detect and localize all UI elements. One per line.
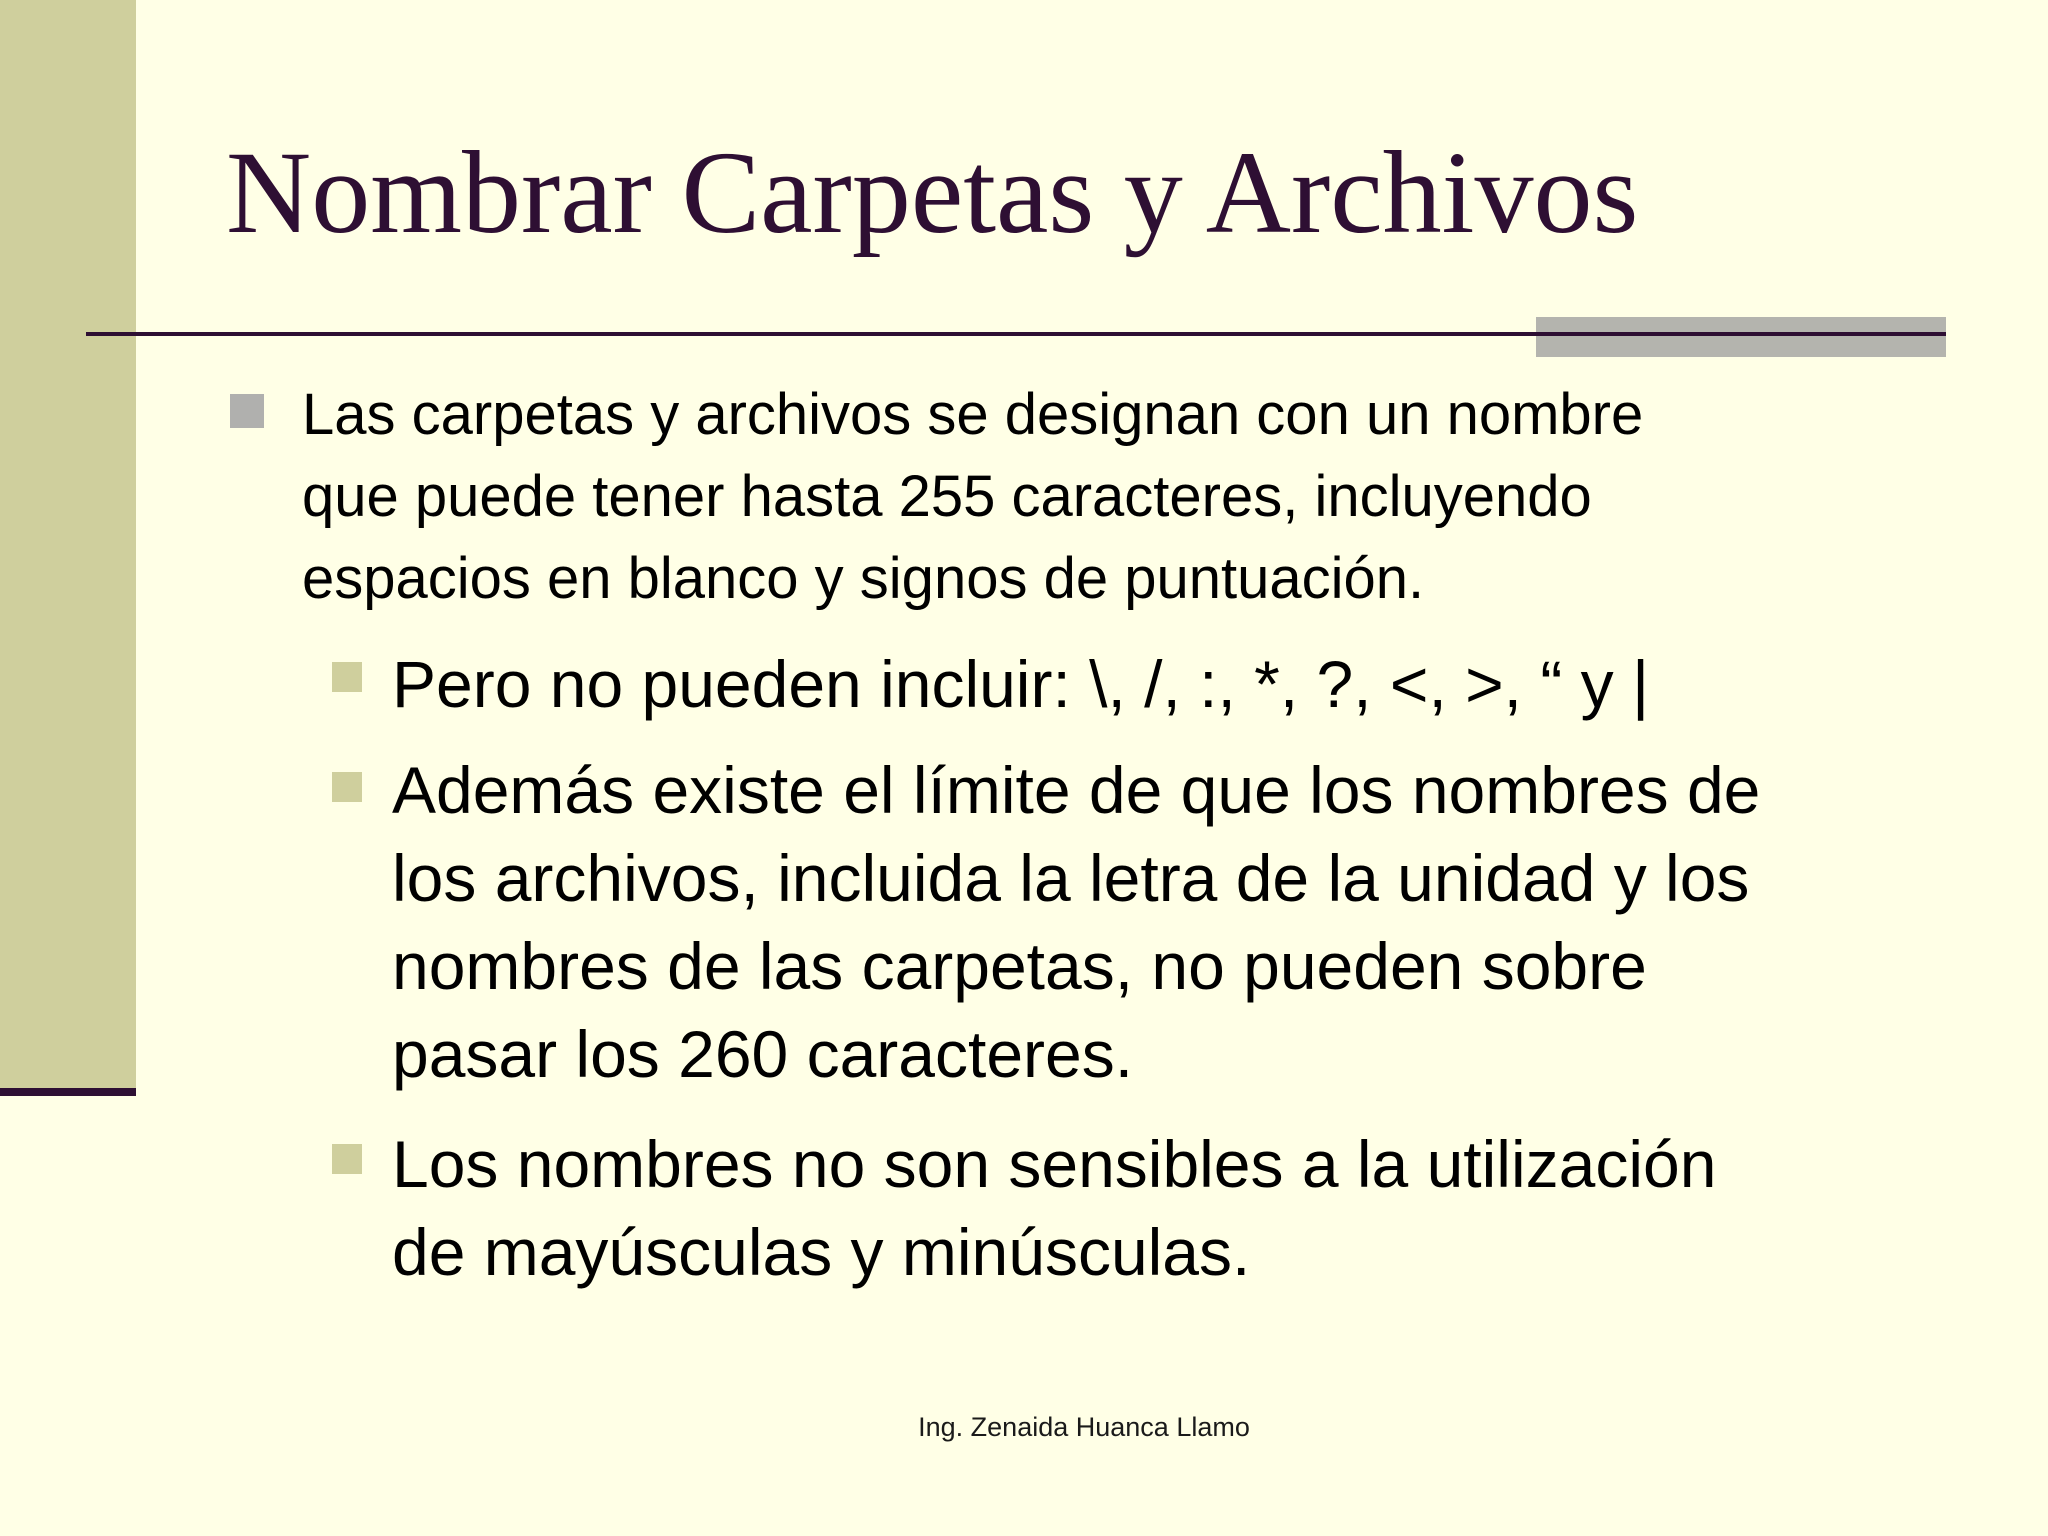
- bullet-line: Las carpetas y archivos se designan con un nombre: [302, 382, 1644, 447]
- title-rule-accent: [1536, 317, 1946, 357]
- bullet-text: [392, 746, 1760, 1098]
- bullet-line: espacios en blanco y signos de puntuación.: [302, 546, 1425, 611]
- bullet-line: nombres de las carpetas, no pueden sobre: [392, 929, 1647, 1003]
- bullet-line: los archivos, incluida la letra de la unidad y los: [392, 841, 1750, 915]
- bullet-line: pasar los 260 caracteres.: [392, 1017, 1134, 1091]
- bullet-text: [392, 1120, 1716, 1296]
- bullet-line: Los nombres no son sensibles a la utilización: [392, 1127, 1717, 1201]
- title-rule-accent-line: [1536, 332, 1946, 336]
- bullet-square-icon: [332, 1144, 362, 1174]
- bullet-square-icon: [332, 662, 362, 692]
- bullet-line: Además existe el límite de que los nombres de: [392, 753, 1761, 827]
- bullet-square-icon: [332, 772, 362, 802]
- bullet-line: que puede tener hasta 255 caracteres, incluyendo: [302, 464, 1592, 529]
- bullet-line: de mayúsculas y minúsculas.: [392, 1215, 1251, 1289]
- bullet-text: [392, 640, 1649, 728]
- bullet-text: [302, 374, 1643, 620]
- slide-title: Nombrar Carpetas y Archivos: [226, 127, 1639, 258]
- left-decorative-band: [0, 0, 136, 1088]
- left-band-underline: [0, 1088, 136, 1096]
- bullet-square-icon: [230, 394, 264, 428]
- footer-author: Ing. Zenaida Huanca Llamo: [918, 1412, 1250, 1442]
- bullet-line: Pero no pueden incluir: \, /, :, *, ?, <, >, “ y |: [392, 647, 1650, 721]
